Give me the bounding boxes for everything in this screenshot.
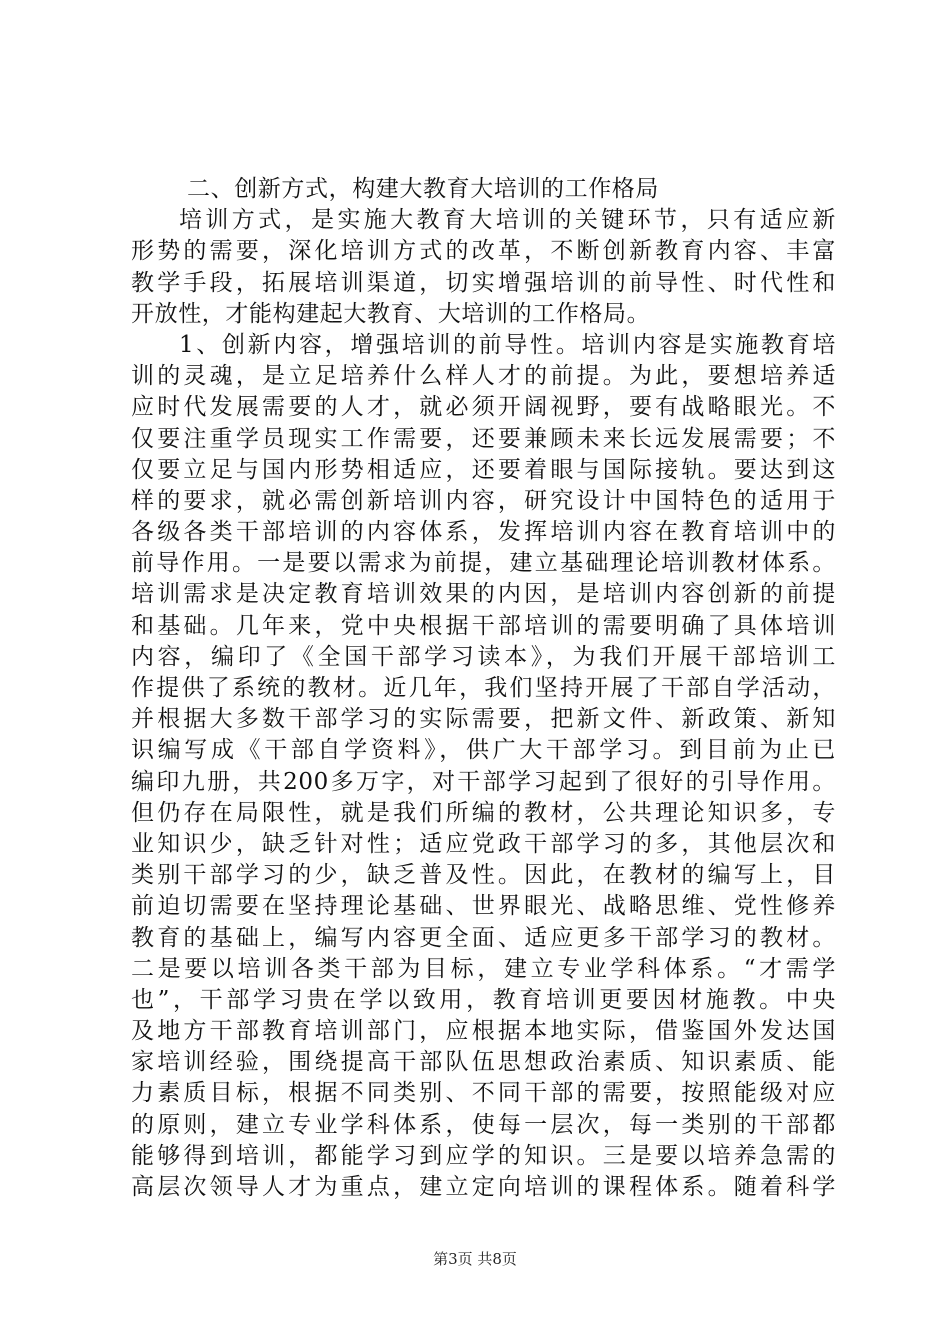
- paragraph-line: 样的要求，就必需创新培训内容，研究设计中国特色的适用于: [131, 487, 836, 514]
- paragraph-line: 作提供了系统的教材。近几年，我们坚持开展了干部自学活动，: [131, 675, 836, 701]
- paragraph-line: 内容，编印了《全国干部学习读本》，为我们开展干部培训工: [131, 643, 836, 670]
- document-body: [131, 174, 836, 1203]
- paragraph-line: 力素质目标，根据不同类别、不同干部的需要，按照能级对应: [131, 1080, 836, 1107]
- page-number-footer: 第3页 共8页: [433, 1250, 517, 1268]
- paragraph-line: 仅要注重学员现实工作需要，还要兼顾未来长远发展需要；不: [131, 425, 836, 452]
- paragraph-line: 但仍存在局限性，就是我们所编的教材，公共理论知识多，专: [131, 799, 836, 826]
- paragraph-line: 培训需求是决定教育培训效果的内因，是培训内容创新的前提: [131, 581, 836, 608]
- paragraph-line: 业知识少，缺乏针对性；适应党政干部学习的多，其他层次和: [131, 830, 836, 857]
- paragraph-line: 前导作用。一是要以需求为前提，建立基础理论培训教材体系。: [131, 550, 836, 577]
- paragraph-line: 应时代发展需要的人才，就必须开阔视野，要有战略眼光。不: [131, 394, 836, 421]
- section-heading: 二、创新方式，构建大教育大培训的工作格局: [187, 176, 659, 202]
- paragraph-line: 仅要立足与国内形势相适应，还要着眼与国际接轨。要达到这: [131, 456, 836, 483]
- paragraph-line: 类别干部学习的少，缺乏普及性。因此，在教材的编写上，目: [131, 862, 836, 889]
- paragraph-line: 也”，干部学习贵在学以致用，教育培训更要因材施教。中央: [131, 986, 836, 1013]
- paragraph-line: 编印九册，共200多万字，对干部学习起到了很好的引导作用。: [131, 768, 836, 795]
- paragraph-line: 培训方式，是实施大教育大培训的关键环节，只有适应新: [179, 207, 836, 234]
- paragraph-line: 并根据大多数干部学习的实际需要，把新文件、新政策、新知: [131, 706, 836, 733]
- paragraph-line: 及地方干部教育培训部门，应根据本地实际，借鉴国外发达国: [131, 1018, 836, 1045]
- paragraph-line: 教学手段，拓展培训渠道，切实增强培训的前导性、时代性和: [131, 269, 836, 296]
- paragraph-line: 1、创新内容，增强培训的前导性。培训内容是实施教育培: [179, 331, 836, 358]
- paragraph-line: 前迫切需要在坚持理论基础、世界眼光、战略思维、党性修养: [131, 893, 836, 920]
- paragraph-line: 识编写成《干部自学资料》，供广大干部学习。到目前为止已: [131, 737, 836, 764]
- paragraph-line: 教育的基础上，编写内容更全面、适应更多干部学习的教材。: [131, 924, 836, 951]
- paragraph-line: 二是要以培训各类干部为目标，建立专业学科体系。“才需学: [131, 955, 836, 982]
- paragraph-line: 各级各类干部培训的内容体系，发挥培训内容在教育培训中的: [131, 519, 836, 546]
- paragraph-line: 高层次领导人才为重点，建立定向培训的课程体系。随着科学: [131, 1174, 836, 1200]
- paragraph-line: 的原则，建立专业学科体系，使每一层次，每一类别的干部都: [131, 1111, 836, 1138]
- paragraph-line: 能够得到培训，都能学习到应学的知识。三是要以培养急需的: [131, 1142, 836, 1169]
- paragraph-line: 和基础。几年来，党中央根据干部培训的需要明确了具体培训: [131, 612, 836, 639]
- paragraph-line: 开放性，才能构建起大教育、大培训的工作格局。: [131, 300, 651, 327]
- paragraph-line: 家培训经验，围绕提高干部队伍思想政治素质、知识素质、能: [131, 1049, 836, 1076]
- paragraph-line: 形势的需要，深化培训方式的改革，不断创新教育内容、丰富: [131, 238, 836, 265]
- paragraph-line: 训的灵魂，是立足培养什么样人才的前提。为此，要想培养适: [131, 363, 836, 390]
